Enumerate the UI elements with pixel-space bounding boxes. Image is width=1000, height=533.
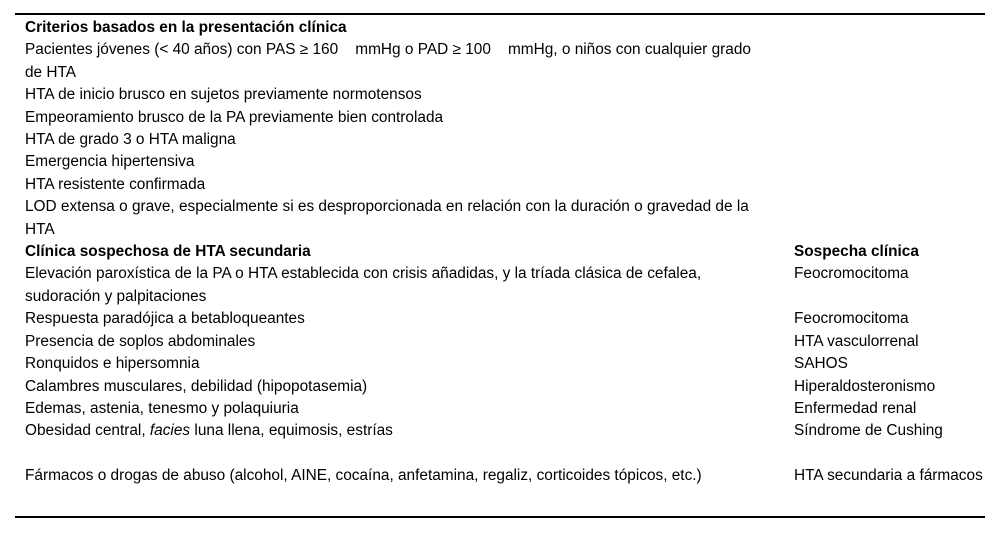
table-row <box>0 84 1000 106</box>
table-row <box>0 398 1000 420</box>
table-row-spacer <box>0 443 1000 465</box>
criteria-text: Edemas, astenia, tenesmo y polaquiuria <box>25 399 299 417</box>
suspicion-text: Enfermedad renal <box>794 399 917 417</box>
criteria-cell <box>0 398 782 420</box>
criteria-text: Fármacos o drogas de abuso (alcohol, AINE, cocaína, anfetamina, regaliz, corticoides tópicos, etc.) <box>25 467 702 485</box>
criteria-cell <box>0 129 782 151</box>
suspicion-text: Hiperaldosteronismo <box>794 377 936 395</box>
criteria-cell <box>0 353 782 375</box>
criteria-cell <box>0 420 782 442</box>
table-row <box>0 151 1000 173</box>
criteria-cell <box>0 443 782 465</box>
table-row <box>0 17 1000 39</box>
suspicion-cell <box>782 376 1000 398</box>
suspicion-cell <box>782 465 1000 487</box>
suspicion-cell <box>782 331 1000 353</box>
criteria-cell <box>0 17 782 39</box>
criteria-cell <box>0 151 782 173</box>
criteria-text: Respuesta paradójica a betabloqueantes <box>25 310 305 328</box>
table-top-rule <box>15 13 985 15</box>
criteria-cell <box>0 107 782 129</box>
table-row <box>0 129 1000 151</box>
suspicion-text: Síndrome de Cushing <box>794 422 943 440</box>
criteria-text-pre: Obesidad central, <box>25 422 150 440</box>
suspicion-column-header: Sospecha clínica <box>794 243 919 261</box>
criteria-cell <box>0 263 782 308</box>
table-row <box>0 241 1000 263</box>
table-row <box>0 39 1000 84</box>
suspicion-text: HTA vasculorrenal <box>794 332 919 350</box>
spacer-text <box>25 443 772 465</box>
criteria-text: Emergencia hipertensiva <box>25 153 195 171</box>
suspicion-cell <box>782 263 1000 285</box>
spacer-text <box>794 443 992 465</box>
criteria-text: Empeoramiento brusco de la PA previamente bien controlada <box>25 108 444 126</box>
table-row <box>0 196 1000 241</box>
suspicion-cell <box>782 308 1000 330</box>
criteria-cell <box>0 465 782 487</box>
criteria-cell <box>0 174 782 196</box>
table-row <box>0 353 1000 375</box>
suspicion-text: SAHOS <box>794 355 848 373</box>
criteria-cell <box>0 376 782 398</box>
section-2-header: Clínica sospechosa de HTA secundaria <box>25 243 311 261</box>
table-row <box>0 308 1000 330</box>
table-row <box>0 174 1000 196</box>
table-row <box>0 376 1000 398</box>
criteria-text: Pacientes jóvenes (< 40 años) con PAS ≥ 160 mmHg o PAD ≥ 100 mmHg, o niños con cualquier grado de HTA <box>25 41 756 81</box>
suspicion-cell <box>782 241 1000 263</box>
suspicion-text: Feocromocitoma <box>794 310 909 328</box>
suspicion-cell <box>782 443 1000 465</box>
table-row <box>0 420 1000 442</box>
suspicion-text: Feocromocitoma <box>794 265 909 283</box>
suspicion-cell <box>782 420 1000 442</box>
criteria-cell <box>0 84 782 106</box>
criteria-text: HTA de inicio brusco en sujetos previamente normotensos <box>25 86 422 104</box>
criteria-text: Ronquidos e hipersomnia <box>25 355 200 373</box>
table-body <box>0 17 1000 488</box>
suspicion-text: HTA secundaria a fármacos <box>794 467 983 485</box>
table-row <box>0 331 1000 353</box>
criteria-text: Calambres musculares, debilidad (hipopotasemia) <box>25 377 368 395</box>
criteria-cell <box>0 241 782 263</box>
suspicion-cell <box>782 398 1000 420</box>
criteria-text: HTA de grado 3 o HTA maligna <box>25 131 236 149</box>
criteria-cell <box>0 308 782 330</box>
criteria-text: HTA resistente confirmada <box>25 175 206 193</box>
table-bottom-rule <box>15 516 985 518</box>
suspicion-cell <box>782 353 1000 375</box>
criteria-text: LOD extensa o grave, especialmente si es desproporcionada en relación con la duración o gravedad de la HTA <box>25 198 754 238</box>
table-row <box>0 263 1000 308</box>
section-1-header: Criterios basados en la presentación clínica <box>25 19 347 36</box>
criteria-text: Presencia de soplos abdominales <box>25 332 256 350</box>
criteria-text <box>25 420 772 442</box>
criteria-cell <box>0 196 782 241</box>
criteria-cell <box>0 39 782 84</box>
criteria-text-post: luna llena, equimosis, estrías <box>190 422 393 440</box>
table-row <box>0 465 1000 487</box>
criteria-text: Elevación paroxística de la PA o HTA establecida con crisis añadidas, y la tríada clásica de cefalea, sudoración y palpitaciones <box>25 265 706 305</box>
criteria-text-italic-term: facies <box>149 422 191 440</box>
criteria-cell <box>0 331 782 353</box>
table-row <box>0 107 1000 129</box>
